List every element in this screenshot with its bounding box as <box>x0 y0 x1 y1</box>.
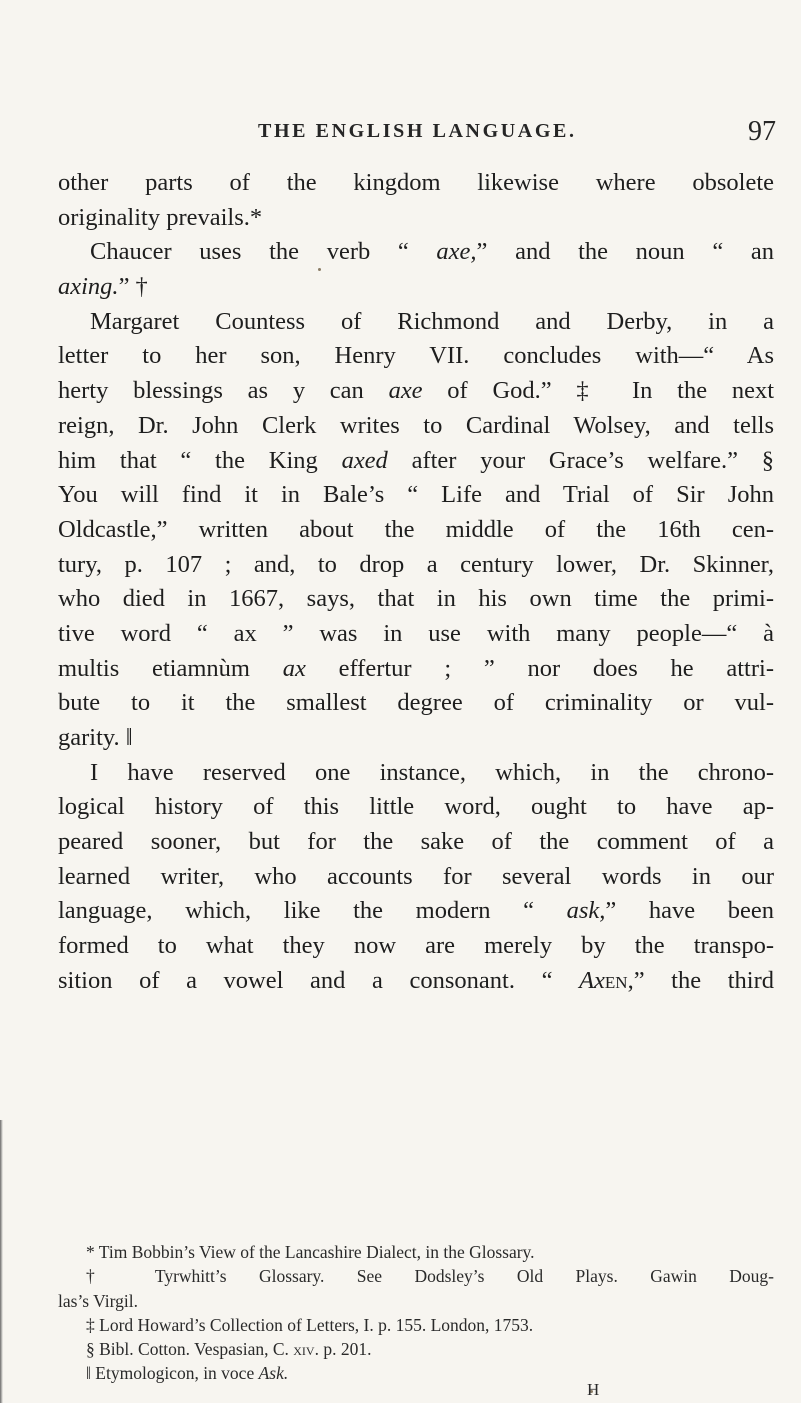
text-segment: . p. 201. <box>314 1339 372 1360</box>
text-line <box>58 513 774 548</box>
text-segment: § Bibl. Cotton. Vespasian, C. <box>86 1339 294 1360</box>
text-line <box>58 444 774 479</box>
footnote-line <box>58 1240 774 1264</box>
text-segment: ask, <box>566 897 606 925</box>
footnote-line <box>58 1264 774 1288</box>
text-segment: peared sooner, but for the sake of the comment of a <box>58 828 774 856</box>
page-number: 97 <box>748 116 776 147</box>
text-line <box>58 582 774 617</box>
text-segment: reign, Dr. John Clerk writes to Cardinal Wolsey, and tells <box>58 411 774 439</box>
text-segment: ‖ Etymologicon, in voce <box>86 1363 259 1384</box>
text-segment: Chaucer uses the verb “ <box>90 238 437 266</box>
text-segment: effertur ; ” nor does he attri- <box>305 654 774 682</box>
text-segment: letter to her son, Henry VII. concludes with—“ As <box>58 342 774 370</box>
text-segment: ‡ Lord Howard’s Collection of Letters, I. p. 155. London, 1753. <box>86 1314 534 1335</box>
text-segment: axed <box>341 446 388 474</box>
text-line <box>58 374 774 409</box>
text-segment: en <box>604 966 628 994</box>
text-segment: after your Grace’s welfare.” § <box>387 446 774 474</box>
text-segment: bute to it the smallest degree of criminality or vul- <box>58 689 774 717</box>
body-text <box>58 166 774 999</box>
page-edge-shadow <box>0 1120 3 1403</box>
footnotes <box>58 1240 774 1386</box>
text-line <box>58 270 774 305</box>
footnote-line <box>58 1313 774 1337</box>
signature-mark: H <box>587 1380 600 1399</box>
text-line <box>58 305 774 340</box>
text-segment: Margaret Countess of Richmond and Derby, in a <box>90 307 774 335</box>
text-line <box>58 652 774 687</box>
text-line <box>58 825 774 860</box>
text-line <box>58 235 774 270</box>
text-line <box>58 478 774 513</box>
text-line <box>58 860 774 895</box>
text-line <box>58 964 774 999</box>
text-line <box>58 548 774 583</box>
text-segment: ax <box>282 654 306 682</box>
text-segment: Oldcastle,” written about the middle of the 16th cen- <box>58 515 774 543</box>
text-segment: x <box>594 966 605 994</box>
text-line <box>58 756 774 791</box>
text-segment: formed to what they now are merely by the transpo- <box>58 932 774 960</box>
text-segment: axe <box>388 377 423 405</box>
text-segment: * Tim Bobbin’s View of the Lancashire Dialect, in the Glossary. <box>86 1242 535 1262</box>
text-segment: sition of a vowel and a consonant. “ <box>58 966 580 994</box>
text-line <box>58 409 774 444</box>
footnote-line <box>58 1289 774 1313</box>
text-segment: las’s Virgil. <box>58 1290 138 1311</box>
text-line <box>58 721 774 756</box>
text-segment: Ask. <box>258 1363 289 1384</box>
text-segment: herty blessings as y can <box>58 377 389 405</box>
text-segment: ” have been <box>605 897 775 925</box>
text-line <box>58 166 774 201</box>
text-segment: tive word “ ax ” was in use with many people—“ à <box>58 619 774 647</box>
text-segment: garity. ‖ <box>58 724 133 751</box>
text-line <box>58 686 774 721</box>
text-segment: other parts of the kingdom likewise where obsolete <box>58 169 774 196</box>
text-segment: I have reserved one instance, which, in the chrono- <box>90 758 774 786</box>
text-segment: † Tyrwhitt’s Glossary. See Dodsley’s Old Plays. Gawin Doug- <box>86 1266 774 1287</box>
text-segment: of God.” ‡ In the next <box>422 377 775 405</box>
text-line <box>58 617 774 652</box>
text-segment: originality prevails.* <box>58 203 263 231</box>
text-segment: him that “ the King <box>58 446 342 474</box>
text-segment: tury, p. 107 ; and, to drop a century lower, Dr. Skinner, <box>58 550 774 578</box>
text-segment: learned writer, who accounts for several words in our <box>58 862 774 890</box>
text-segment: logical history of this little word, ought to have ap- <box>58 793 774 821</box>
text-segment: language, which, like the modern “ <box>58 897 567 925</box>
text-segment: multis etiamnùm <box>58 654 283 682</box>
running-head: THE ENGLISH LANGUAGE. <box>258 120 577 142</box>
text-line <box>58 339 774 374</box>
text-segment: ” and the noun “ an <box>476 238 774 266</box>
text-line <box>58 201 774 236</box>
text-segment: xiv <box>293 1339 315 1360</box>
footnote-line <box>58 1337 774 1361</box>
text-line <box>58 790 774 825</box>
text-segment: ” † <box>118 273 148 301</box>
text-segment: who died in 1667, says, that in his own time the primi- <box>58 585 774 613</box>
text-segment: A <box>579 966 595 994</box>
text-segment: You will find it in Bale’s “ Life and Trial of Sir John <box>58 481 774 509</box>
text-line <box>58 894 774 929</box>
footnote-line <box>58 1361 774 1385</box>
text-segment: axe, <box>436 238 477 266</box>
page-header <box>0 116 801 152</box>
text-segment: ,” the third <box>627 966 774 994</box>
text-line <box>58 929 774 964</box>
text-segment: axing. <box>58 273 119 301</box>
